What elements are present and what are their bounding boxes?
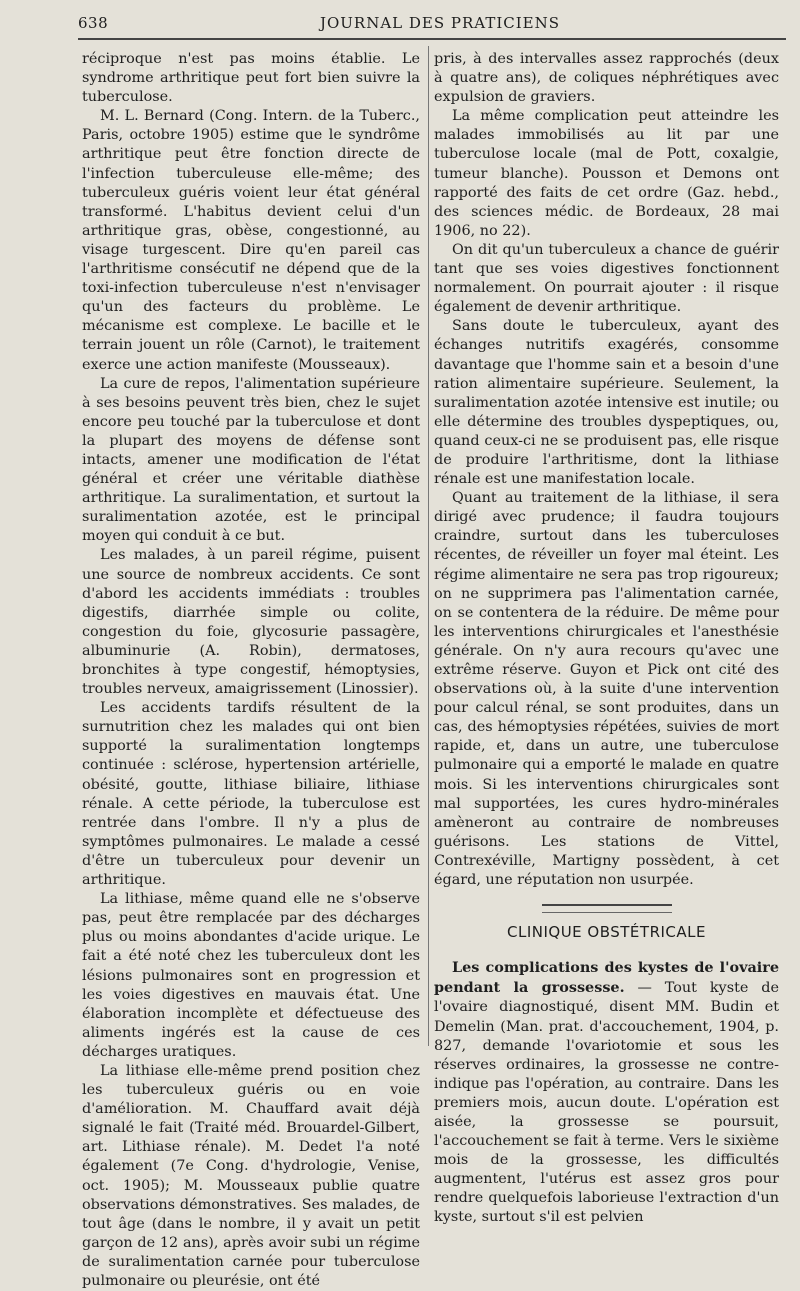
section-title: CLINIQUE OBSTÉTRICALE	[506, 923, 706, 942]
running-title: JOURNAL DES PRATICIENS	[319, 14, 561, 32]
right-column	[434, 50, 779, 1228]
page-header	[0, 0, 800, 34]
paragraph: La lithiase, même quand elle ne s'observe pas, peut être remplacée par des décharges plus ou moins abondantes d'acide urique. Le fait a été noté chez les tuberculeux dont les lésions pulmonaires sont en progression et les voies digestives en mauvais état. Une élaboration incomplète et défectueuse des aliments ingérés est la cause de ces décharges uratiques.	[82, 891, 420, 1060]
article-paragraph	[434, 958, 779, 1227]
header-rule	[78, 38, 786, 40]
column-divider	[428, 46, 429, 1046]
article-title: Les complications des kystes de l'ovaire pendant la grossesse.	[434, 959, 779, 997]
article-text: — Tout kyste de l'ovaire diagnostiqué, disent MM. Budin et Demelin (Man. prat. d'accouchement, 1904, p. 827, demande l'ovariotomie et sous les réserves ordinaires, la grossesse ne contre-indique pas l'opération, au contraire. Dans les premiers mois, aucun doute. L'opération est aisée, la grossesse se poursuit, l'accouchement se fait à terme. Vers le sixième mois de la grossesse, les difficultés augmentent, l'utérus est assez gros pour rendre quelquefois laborieuse l'extraction d'un kyste, surtout s'il est pelvien	[434, 980, 779, 1226]
paragraph: La lithiase elle-même prend position chez les tuberculeux guéris ou en voie d'amélioration. M. Chauffard avait déjà signalé le fait (Traité méd. Brouardel-Gilbert, art. Lithiase rénale). M. Dedet l'a noté également (7e Cong. d'hydrologie, Venise, oct. 1905); M. Mousseaux publie quatre observations démonstratives. Ses malades, de tout âge (dans le nombre, il y avait un petit garçon de 12 ans), après avoir subi un régime de suralimentation carnée pour tuberculose pulmonaire ou pleurésie, ont été	[82, 1062, 420, 1289]
paragraph: La cure de repos, l'alimentation supérieure à ses besoins peuvent très bien, chez le sujet encore peu touché par la tuberculose et dont la plupart des moyens de défense sont intacts, amener une modification de l'état général et créer une véritable diathèse arthritique. La suralimentation, et surtout la suralimentation azotée, est le principal moyen qui conduit à ce but.	[82, 375, 420, 545]
paragraph: La même complication peut atteindre les malades immobilisés au lit par une tuberculose locale (mal de Pott, coxalgie, tumeur blanche). Pousson et Demons ont rapporté des faits de cet ordre (Gaz. hebd., des sciences médic. de Bordeaux, 28 mai 1906, no 22).	[434, 108, 779, 239]
paragraph: Les malades, à un pareil régime, puisent une source de nombreux accidents. Ce sont d'abord les accidents immédiats : troubles digestifs, diarrhée simple ou colite, congestion du foie, glycosurie passagère, albuminurie (A. Robin), dermatoses, bronchites à type congestif, hémoptysies, troubles nerveux, amaigrissement (Linossier).	[82, 547, 420, 698]
left-column	[82, 50, 420, 1291]
paragraph: On dit qu'un tuberculeux a chance de guérir tant que ses voies digestives fonctionnent normalement. On pourrait ajouter : il risque également de devenir arthritique.	[434, 241, 779, 316]
page-number: 638	[78, 14, 109, 32]
paragraph: Les accidents tardifs résultent de la surnutrition chez les malades qui ont bien supporté la suralimentation longtemps continuée : sclérose, hypertension artérielle, obésité, goutte, lithiase biliaire, lithiase rénale. A cette période, la tuberculose est rentrée dans l'ombre. Il n'y a plus de symptômes pulmonaires. Le malade a cessé d'être un tuberculeux pour devenir un arthritique.	[82, 700, 420, 889]
paragraph: pris, à des intervalles assez rapprochés (deux à quatre ans), de coliques néphrétiques avec expulsion de graviers.	[434, 51, 779, 106]
paragraph: Sans doute le tuberculeux, ayant des échanges nutritifs exagérés, consomme davantage que l'homme sain et a besoin d'une ration alimentaire supérieure. Seulement, la suralimentation azotée intensive est inutile; ou elle détermine des troubles dyspeptiques, ou, quand ceux-ci ne se produisent pas, elle risque de produire l'arthritisme, dont la lithiase rénale est une manifestation locale.	[434, 318, 779, 488]
section-ornament	[542, 904, 672, 913]
paragraph: Quant au traitement de la lithiase, il sera dirigé avec prudence; il faudra toujours craindre, surtout dans les tuberculoses récentes, de réveiller un foyer mal éteint. Les régime alimentaire ne sera pas trop rigoureux; on ne supprimera pas l'alimentation carnée, on se contentera de la réduire. De même pour les interventions chirurgicales et l'anesthésie générale. On n'y aura recours qu'avec une extrême réserve. Guyon et Pick ont cité des observations où, à la suite d'une intervention pour calcul rénal, se sont produites, dans un cas, des hémoptysies répétées, suivies de mort rapide, et, dans un autre, une tuberculose pulmonaire qui a emporté le malade en quatre mois. Si les interventions chirurgicales sont mal supportées, les cures hydro-minérales amèneront au contraire de nombreuses guérisons. Les stations de Vittel, Contrexéville, Martigny possèdent, à cet égard, une réputation non usurpée.	[434, 490, 779, 889]
paragraph: M. L. Bernard (Cong. Intern. de la Tuberc., Paris, octobre 1905) estime que le syndrôme arthritique peut être fonction directe de l'infection tuberculeuse elle-même; des tuberculeux guéris voient leur état général transformé. L'habitus devient celui d'un arthritique gras, obèse, congestionné, au visage turgescent. Dire qu'en pareil cas l'arthritisme consécutif ne dépend que de la toxi-infection tuberculeuse n'est n'envisager qu'un des facteurs du problème. Le mécanisme est complexe. Le bacille et le terrain jouent un rôle (Carnot), le traitement exerce une action manifeste (Mousseaux).	[82, 108, 420, 373]
paragraph: réciproque n'est pas moins établie. Le syndrome arthritique peut fort bien suivre la tuberculose.	[82, 51, 420, 106]
